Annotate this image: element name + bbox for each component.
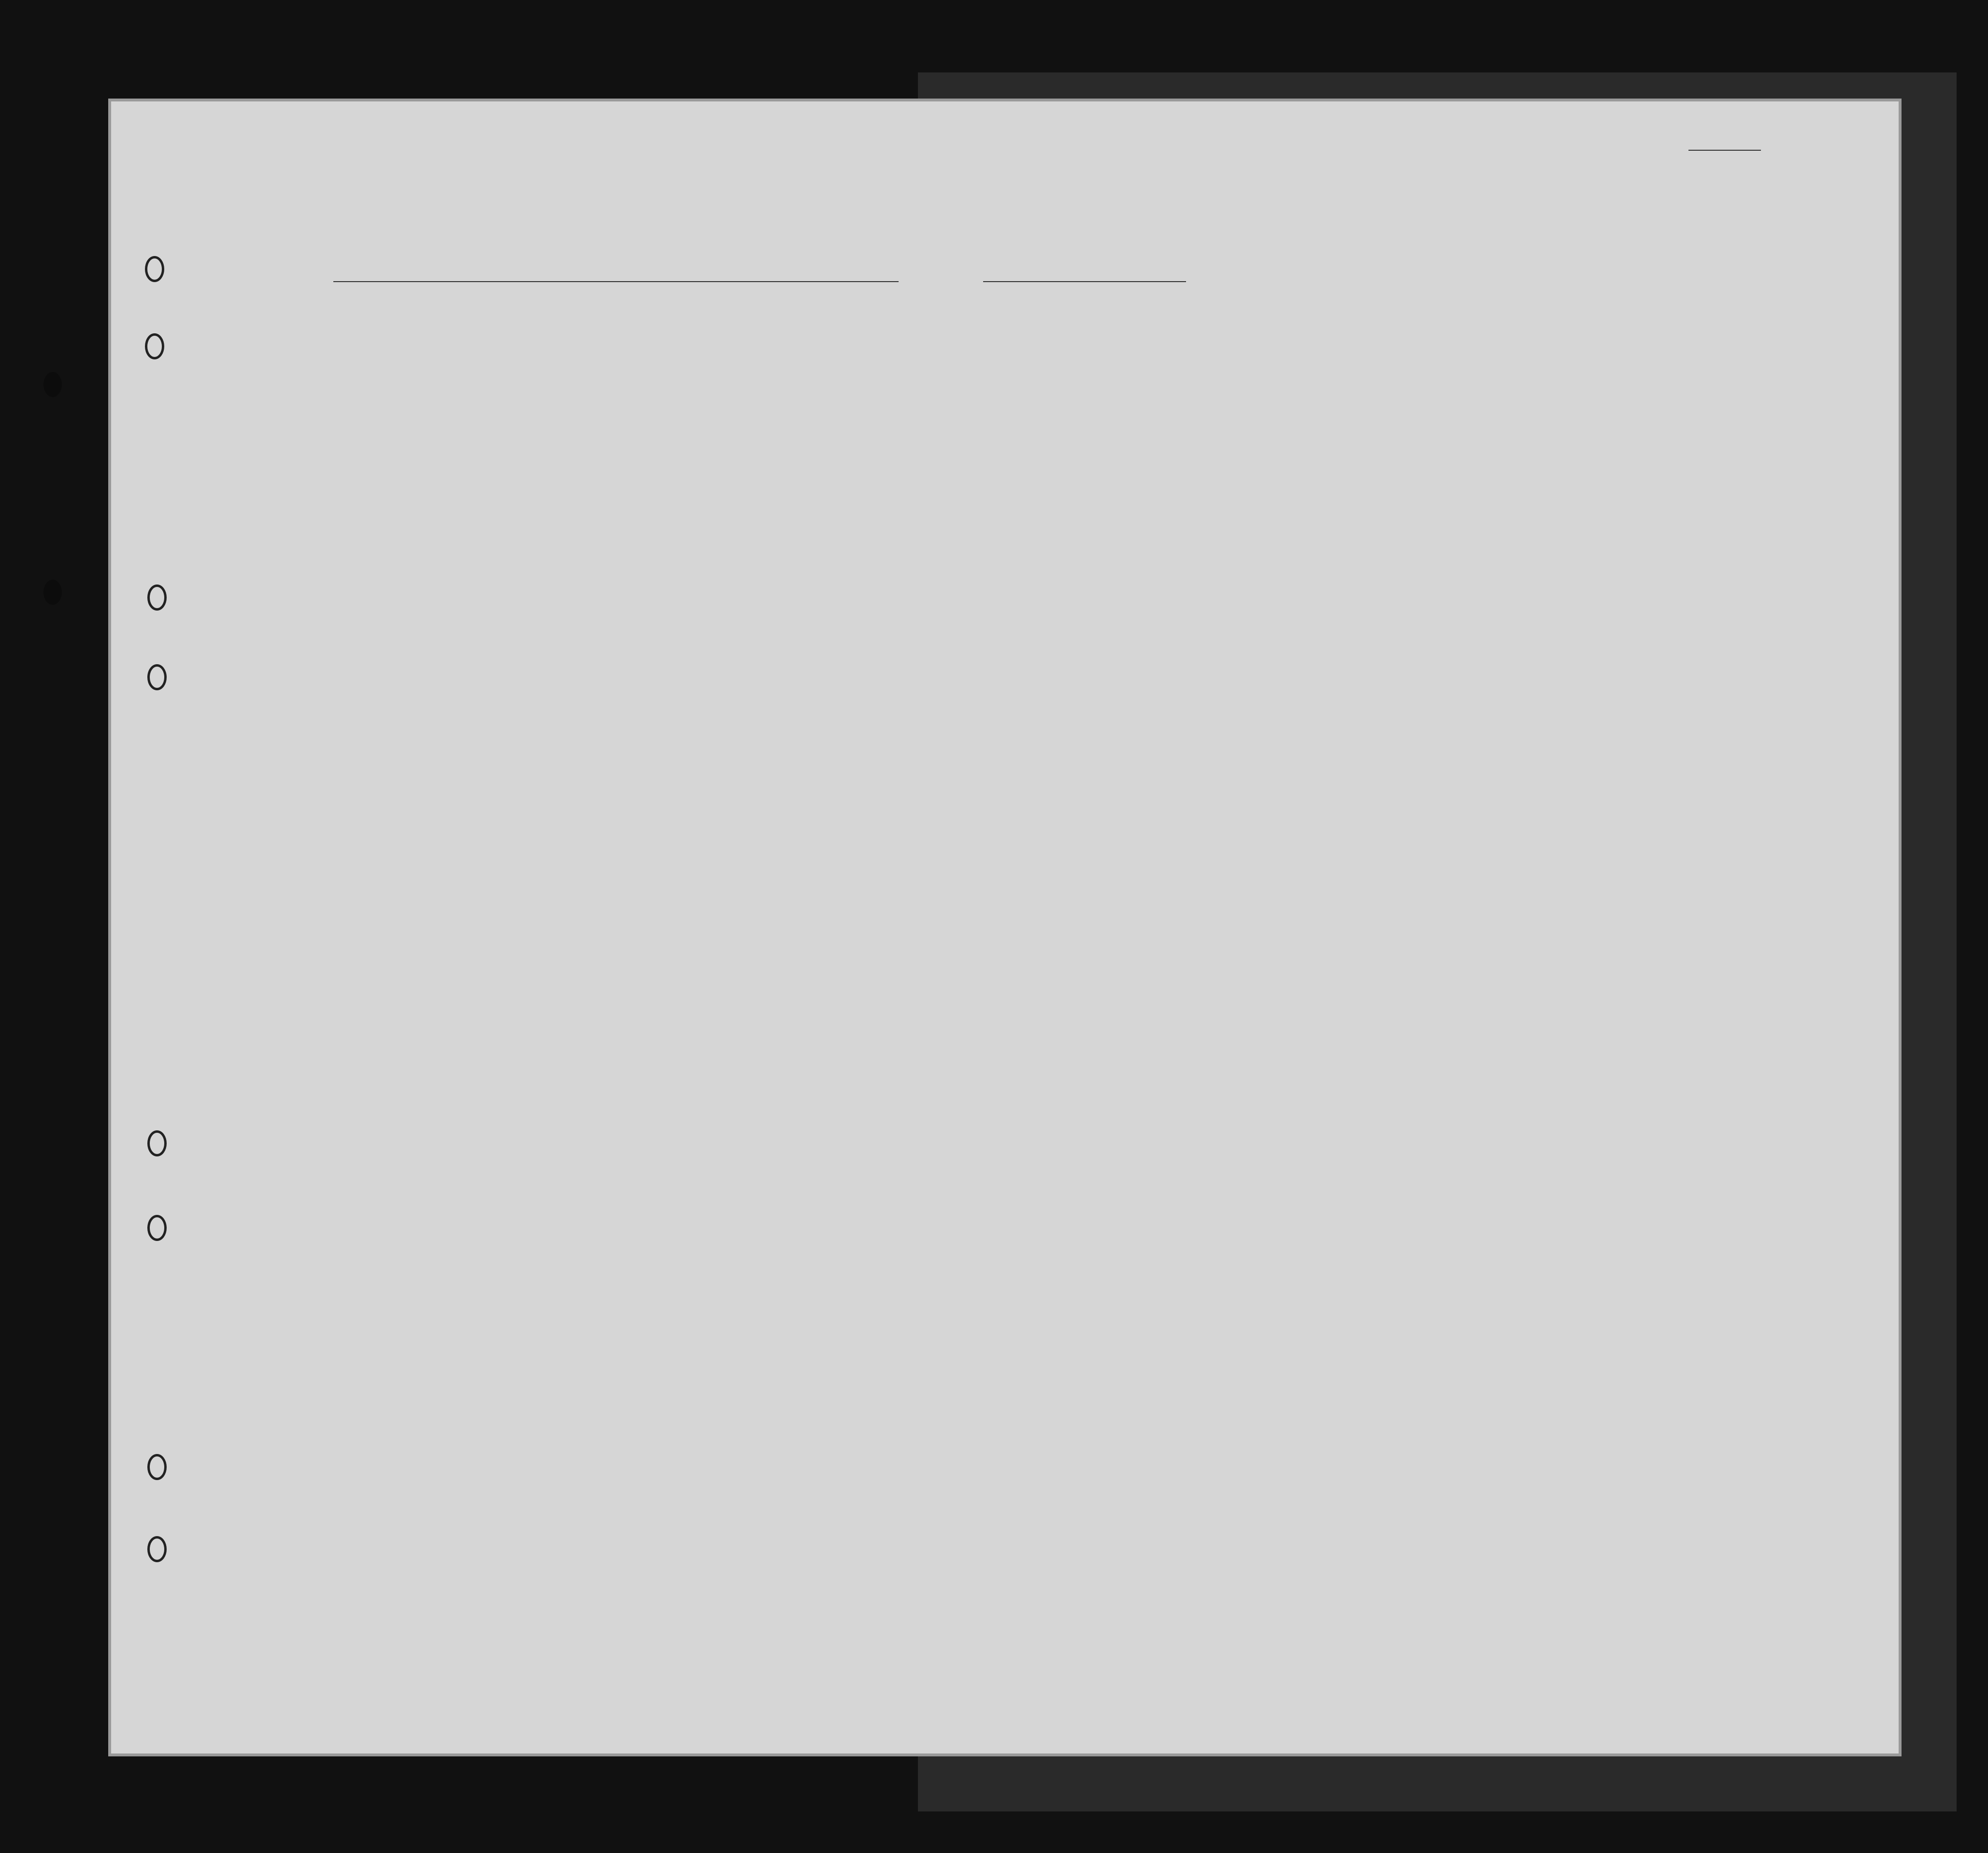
vessel-rule	[333, 281, 899, 282]
sheet-rule	[1688, 150, 1761, 151]
punch-hole	[147, 1536, 167, 1562]
vessel-line	[280, 265, 1730, 289]
punch-hole	[147, 1215, 167, 1241]
punch-hole	[43, 372, 62, 397]
arriving-rule	[983, 281, 1186, 282]
punch-hole	[43, 580, 62, 605]
punch-hole	[147, 1454, 167, 1480]
punch-hole	[147, 664, 167, 690]
punch-hole	[147, 1130, 167, 1156]
manifest-sheet	[111, 101, 1899, 1753]
punch-hole	[147, 584, 167, 611]
punch-hole	[145, 333, 164, 359]
punch-hole	[145, 256, 164, 282]
